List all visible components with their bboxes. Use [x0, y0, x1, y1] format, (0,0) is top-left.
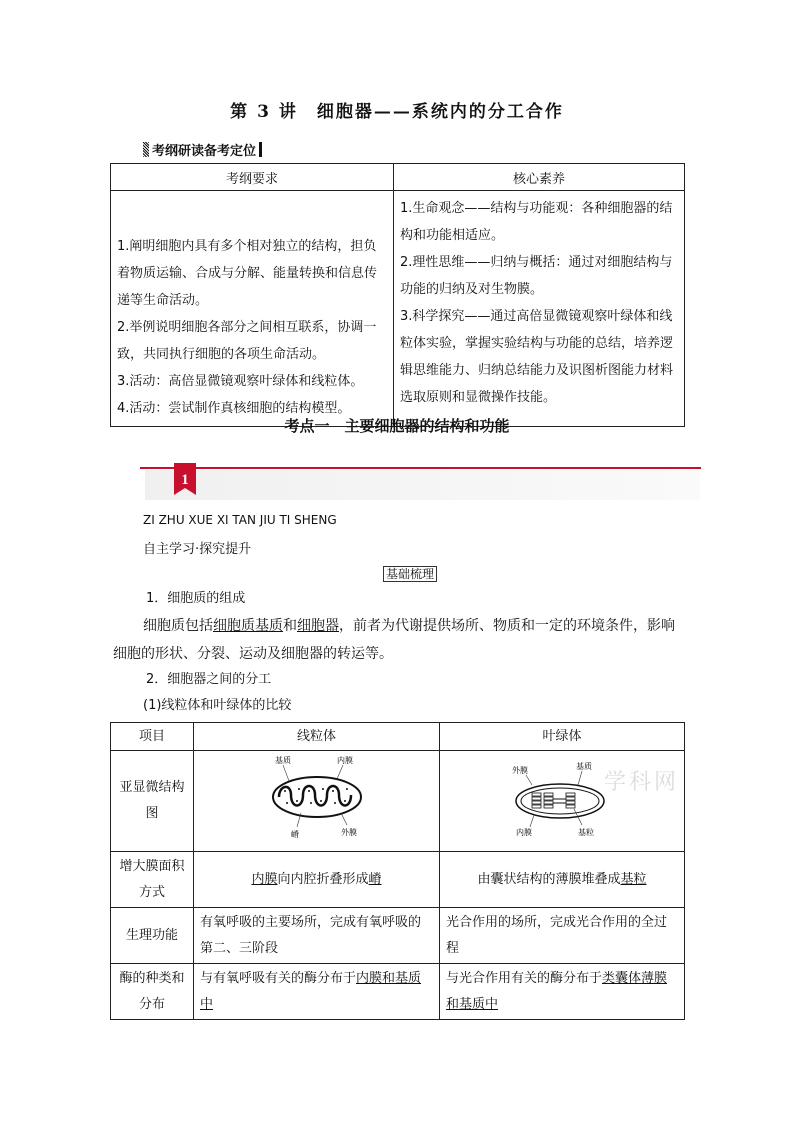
chloro-label-inner: 内膜 — [516, 828, 532, 837]
pinyin-heading: ZI ZHU XUE XI TAN JIU TI SHENG — [143, 513, 337, 527]
badge-number: 1 — [181, 472, 189, 488]
col-header-item: 项目 — [111, 723, 194, 751]
mito-enzyme-cell: 与有氧呼吸有关的酶分布于内膜和基质中 — [194, 964, 440, 1020]
section-label-text: 考纲研读备考定位 — [152, 144, 257, 159]
paragraph-cytoplasm: 细胞质包括细胞质基质和细胞器，前者为代谢提供场所、物质和一定的环境条件，影响细胞的形状、分裂、运动及细胞器的转运等。 — [113, 618, 675, 662]
chloro-membrane-cell: 由囊状结构的薄膜堆叠成基粒 — [440, 852, 685, 908]
chloro-enzyme-cell: 与光合作用有关的酶分布于类囊体薄膜和基质中 — [440, 964, 685, 1020]
row-label-function: 生理功能 — [111, 908, 194, 964]
requirement-item: 4.活动：尝试制作真核细胞的结构模型。 — [117, 401, 351, 416]
hatch-bar-icon — [143, 142, 149, 157]
heading-comparison: (1)线粒体和叶绿体的比较 — [143, 698, 292, 713]
row-label-membrane: 增大膜面积方式 — [111, 852, 194, 908]
row-label-enzymes: 酶的种类和分布 — [111, 964, 194, 1020]
underline-term: 细胞器 — [297, 618, 339, 634]
requirement-item: 3.活动：高倍显微镜观察叶绿体和线粒体。 — [117, 374, 364, 389]
col-header-chloro: 叶绿体 — [440, 723, 685, 751]
mito-function-cell: 有氧呼吸的主要场所，完成有氧呼吸的第二、三阶段 — [194, 908, 440, 964]
topic-heading: 考点一 主要细胞器的结构和功能 — [284, 417, 510, 435]
underline-term: 细胞质基质 — [213, 618, 283, 634]
mito-label-cristae: 嵴 — [290, 830, 299, 839]
mito-label-matrix: 基质 — [274, 756, 291, 765]
literacy-item: 3.科学探究——通过高倍显微镜观察叶绿体和线粒体实验，掌握实验结构与功能的总结，培养逻辑思维能力、归纳总结能力及识图析图能力材料选取原则和显微操作技能。 — [400, 309, 674, 405]
requirement-item: 2.举例说明细胞各部分之间相互联系，协调一致，共同执行细胞的各项生命活动。 — [117, 320, 377, 362]
chloro-function-cell: 光合作用的场所，完成光合作用的全过程 — [440, 908, 685, 964]
row-label-structure: 亚显微结构图 — [111, 751, 194, 852]
syllabus-requirements — [111, 191, 394, 427]
section-label — [143, 140, 262, 159]
heading-organelles: 2．细胞器之间的分工 — [146, 672, 272, 687]
mitochondrion-diagram-cell — [194, 751, 440, 852]
header-band — [145, 470, 700, 500]
syllabus-header-right: 核心素养 — [394, 164, 685, 191]
core-literacy — [394, 191, 685, 427]
comparison-table — [110, 722, 685, 1020]
literacy-item: 1.生命观念——结构与功能观：各种细胞器的结构和功能相适应。 — [400, 201, 673, 243]
mitochondrion-diagram — [257, 751, 377, 841]
mito-label-outer: 外膜 — [340, 828, 357, 837]
watermark: 学科网 — [604, 770, 680, 795]
chloro-label-outer: 外膜 — [512, 766, 528, 775]
chloro-label-stroma: 基质 — [576, 762, 592, 771]
requirement-item: 1.阐明细胞内具有多个相对独立的结构，担负着物质运输、合成与分解、能量转换和信息传递等生命活动。 — [117, 239, 378, 308]
mito-label-inner: 内膜 — [336, 756, 353, 765]
red-divider — [140, 467, 701, 469]
subsection-heading: 自主学习·探究提升 — [143, 542, 252, 557]
mito-membrane-cell: 内膜向内腔折叠形成嵴 — [194, 852, 440, 908]
syllabus-table — [110, 163, 685, 427]
chloro-label-grana: 基粒 — [578, 828, 594, 837]
page-title: 第 3 讲 细胞器——系统内的分工合作 — [230, 102, 564, 122]
end-bar-icon — [259, 142, 262, 157]
syllabus-header-left: 考纲要求 — [111, 164, 394, 191]
col-header-mito: 线粒体 — [194, 723, 440, 751]
heading-cytoplasm: 1．细胞质的组成 — [146, 591, 246, 606]
number-badge — [174, 463, 196, 495]
basic-review-tag: 基础梳理 — [383, 566, 437, 582]
literacy-item: 2.理性思维——归纳与概括：通过对细胞结构与功能的归纳及对生物膜。 — [400, 255, 673, 297]
